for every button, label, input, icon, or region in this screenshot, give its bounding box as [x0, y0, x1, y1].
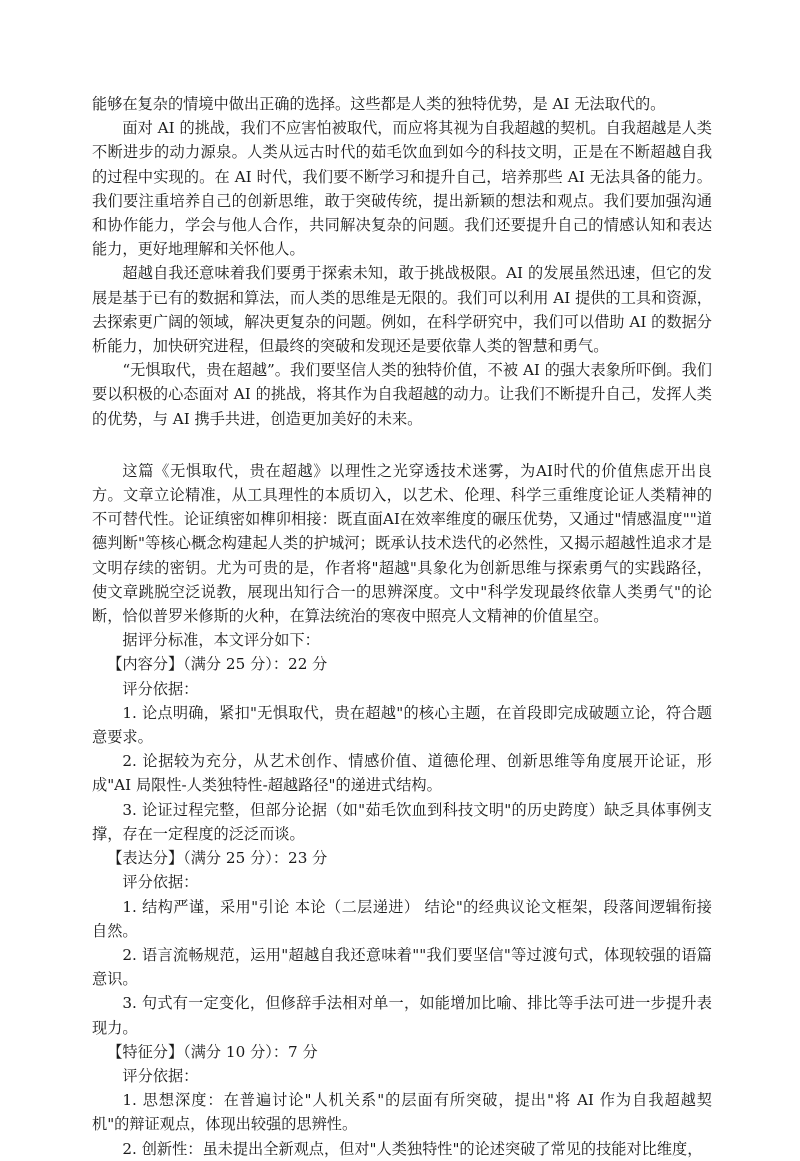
- content-score-heading: 【内容分】（满分 25 分）：22 分: [107, 655, 328, 674]
- expression-score-heading: 【表达分】（满分 25 分）：23 分: [107, 849, 328, 868]
- expression-score-item: 1. 结构严谨，采用"引论 本论（二层递进） 结论"的经典议论文框架，段落间逻辑衔接自然。: [92, 897, 712, 940]
- expression-score-item: 2. 语言流畅规范，运用"超越自我还意味着""我们要坚信"等过渡句式，体现较强的语篇意识。: [92, 945, 712, 989]
- expression-score-basis-label: 评分依据：: [122, 873, 199, 892]
- feature-score-basis-label: 评分依据：: [122, 1066, 199, 1085]
- document-page: [92, 92, 712, 1161]
- section-gap: [92, 431, 712, 459]
- scoring-standard-line: 据评分标准，本文评分如下：: [122, 631, 320, 650]
- essay-paragraph-0: 能够在复杂的情境中做出正确的选择。这些都是人类的独特优势，是 AI 无法取代的。: [92, 95, 666, 113]
- feature-score-item: 2. 创新性：虽未提出全新观点，但对"人类独特性"的论述突破了常见的技能对比维度，: [122, 1139, 703, 1158]
- content-score-item: 1. 论点明确，紧扣"无惧取代，贵在超越"的核心主题，在首段即完成破题立论，符合题意要求。: [92, 703, 712, 747]
- review-intro: 这篇《无惧取代，贵在超越》以理性之光穿透技术迷雾，为AI时代的价值焦虑开出良方。文章立论精准，从工具理性的本质切入，以艺术、伦理、科学三重维度论证人类精神的不可替代性。论证缜密如榫卯相接：既直面AI在效率维度的碾压优势，又通过"情感温度""道德判断"等核心概念构建起人类的护城河；既承认技术迭代的必然性，又揭示超越性追求才是文明存续的密钥。尤为可贵的是，作者将"超越"具象化为创新思维与探索勇气的实践路径，使文章跳脱空泛说教，展现出知行合一的思辨深度。文中"科学发现最终依靠人类勇气"的论断，恰似普罗米修斯的火种，在算法统治的寒夜中照亮人文精神的价值星空。: [92, 461, 712, 626]
- feature-score-heading: 【特征分】（满分 10 分）：7 分: [107, 1042, 318, 1061]
- feature-score-item: 1. 思想深度：在普遍讨论"人机关系"的层面有所突破，提出"将 AI 作为自我超越契机"的辩证观点，体现出较强的思辨性。: [92, 1091, 712, 1134]
- expression-score-item: 3. 句式有一定变化，但修辞手法相对单一，如能增加比喻、排比等手法可进一步提升表现力。: [92, 994, 712, 1037]
- essay-paragraph-2: 超越自我还意味着我们要勇于探索未知，敢于挑战极限。AI 的发展虽然迅速，但它的发展是基于已有的数据和算法，而人类的思维是无限的。我们可以利用 AI 提供的工具和资源，去探索更广阔的领域，解决更复杂的问题。例如，在科学研究中，我们可以借助 AI 的数据分析能力，加快研究进程，但最终的突破和发现还是要依靠人类的智慧和勇气。: [92, 264, 712, 356]
- content-score-item: 2. 论据较为充分，从艺术创作、情感价值、道德伦理、创新思维等角度展开论证，形成"AI 局限性-人类独特性-超越路径"的递进式结构。: [92, 752, 712, 795]
- essay-paragraph-1: 面对 AI 的挑战，我们不应害怕被取代，而应将其视为自我超越的契机。自我超越是人类不断进步的动力源泉。人类从远古时代的茹毛饮血到如今的科技文明，正是在不断超越自我的过程中实现的。在 AI 时代，我们要不断学习和提升自己，培养那些 AI 无法具备的能力。我们要注重培养自己的创新思维，敢于突破传统，提出新颖的想法和观点。我们要加强沟通和协作能力，学会与他人合作，共同解决复杂的问题。我们还要提升自己的情感认知和表达能力，更好地理解和关怀他人。: [92, 119, 712, 259]
- content-score-basis-label: 评分依据：: [122, 679, 199, 698]
- content-score-item: 3. 论证过程完整，但部分论据（如"茹毛饮血到科技文明"的历史跨度）缺乏具体事例支撑，存在一定程度的泛泛而谈。: [92, 800, 712, 843]
- essay-paragraph-3: “无惧取代，贵在超越”。我们要坚信人类的独特价值，不被 AI 的强大表象所吓倒。我们要以积极的心态面对 AI 的挑战，将其作为自我超越的动力。让我们不断提升自己，发挥人类的优势，与 AI 携手共进，创造更加美好的未来。: [92, 361, 712, 428]
